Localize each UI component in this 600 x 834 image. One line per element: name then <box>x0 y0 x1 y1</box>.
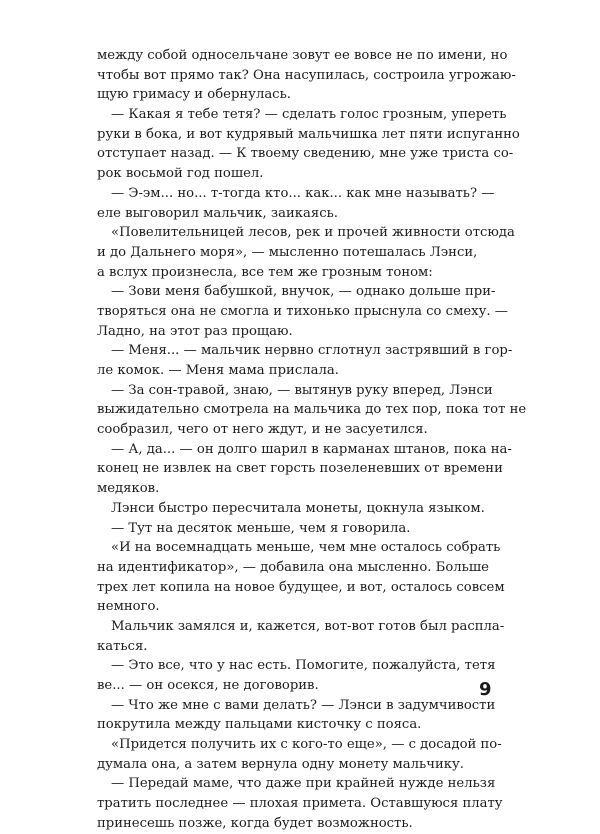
text-line: чтобы вот прямо так? Она насупилась, состроила угрожаю- <box>97 67 516 83</box>
text-line: — Какая я тебе тетя? — сделать голос грозным, упереть <box>111 107 507 123</box>
text-line: каться. <box>97 638 148 654</box>
text-line: «Повелительницей лесов, рек и прочей живности отсюда <box>111 225 515 241</box>
text-line: — Э-эм... но... т-тогда кто... как... как мне называть? — <box>111 185 495 201</box>
text-line: Лэнси быстро пересчитала монеты, цокнула языком. <box>111 500 485 516</box>
text-line: — Меня... — мальчик нервно сглотнул застрявший в гор- <box>111 343 513 359</box>
text-line: сообразил, чего от него ждут, и не засуетился. <box>97 422 428 438</box>
body-text <box>97 46 527 834</box>
text-line: «Придется получить их с кого-то еще», — с досадой по- <box>111 737 502 753</box>
text-line: руки в бока, и вот кудрявый мальчишка лет пяти испуганно <box>97 126 520 142</box>
text-line: конец не извлек на свет горсть позеленевших от времени <box>97 461 503 477</box>
text-line: ле комок. — Меня мама прислала. <box>97 363 339 378</box>
text-line: Ладно, на этот раз прощаю. <box>97 323 293 339</box>
text-line: выжидательно смотрела на мальчика до тех пор, пока тот не <box>97 402 527 418</box>
text-line: щую гримасу и обернулась. <box>97 87 291 103</box>
text-line: покрутила между пальцами кисточку с пояса. <box>97 717 422 733</box>
text-line: трех лет копила на новое будущее, и вот, осталось совсем <box>97 579 505 595</box>
text-line: и до Дальнего моря», — мысленно потешалась Лэнси, <box>97 244 478 260</box>
text-line: «И на восемнадцать меньше, чем мне осталось собрать <box>111 540 501 556</box>
text-line: между собой односельчане зовут ее вовсе не по имени, но <box>97 48 508 63</box>
text-line: Мальчик замялся и, кажется, вот-вот готов был распла- <box>111 618 505 634</box>
text-line: немного. <box>97 599 160 615</box>
text-line: думала она, а затем вернула одну монету мальчику. <box>97 756 464 772</box>
text-line: — Тут на десяток меньше, чем я говорила. <box>111 520 411 536</box>
text-line: — Это все, что у нас есть. Помогите, пожалуйста, тетя <box>111 658 496 674</box>
text-line: — Зови меня бабушкой, внучок, — однако дольше при- <box>111 284 496 300</box>
text-line: а вслух произнесла, все тем же грозным тоном: <box>97 264 433 280</box>
text-line: еле выговорил мальчик, заикаясь. <box>97 205 338 221</box>
page-number: 9 <box>479 679 492 700</box>
text-line: на идентификатор», — добавила она мысленно. Больше <box>97 559 489 575</box>
text-line: — За сон-травой, знаю, — вытянув руку вперед, Лэнси <box>111 382 493 398</box>
text-line: рок восьмой год пошел. <box>97 166 264 182</box>
text-line: ве... — он осекся, не договорив. <box>97 678 319 693</box>
text-line: — Передай маме, что даже при крайней нужде нельзя <box>111 776 496 792</box>
text-line: — А, да... — он долго шарил в карманах штанов, пока на- <box>111 441 512 457</box>
text-line: принесешь позже, когда будет возможность. <box>97 815 413 831</box>
text-line: тратить последнее — плохая примета. Оставшуюся плату <box>97 796 503 812</box>
text-line: творяться она не смогла и тихонько прыснула со смеху. — <box>97 303 508 319</box>
text-line: — Что же мне с вами делать? — Лэнси в задумчивости <box>111 697 496 713</box>
text-line: отступает назад. — К твоему сведению, мне уже триста со- <box>97 146 514 162</box>
text-line: медяков. <box>97 481 160 497</box>
